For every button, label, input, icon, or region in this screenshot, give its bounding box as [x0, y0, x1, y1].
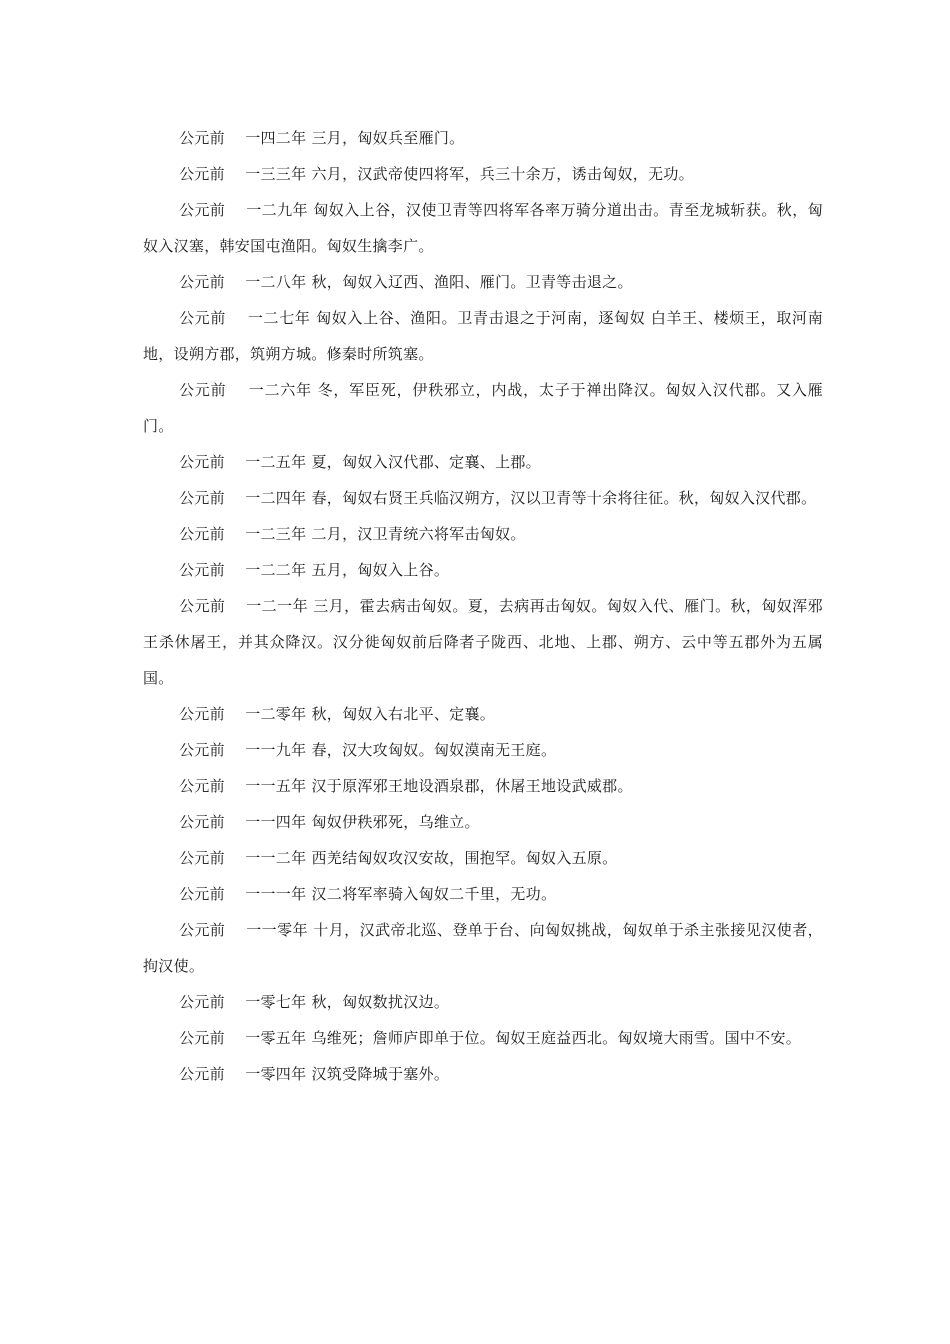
entry-era: 公元前 — [179, 309, 227, 327]
entry-era: 公元前 — [179, 993, 225, 1011]
entry-era: 公元前 — [179, 777, 225, 795]
chronology-entry — [143, 480, 823, 516]
entry-era: 公元前 — [179, 705, 225, 723]
entry-era: 公元前 — [179, 741, 225, 759]
entry-text: 汉于原浑邪王地设酒泉郡，休屠王地设武威郡。 — [311, 777, 633, 795]
entry-text: 六月，汉武帝使四将军，兵三十余万，诱击匈奴，无功。 — [311, 165, 694, 183]
entry-era: 公元前 — [179, 885, 225, 903]
entry-era: 公元前 — [179, 561, 225, 579]
chronology-entry — [143, 444, 823, 480]
chronology-entry — [143, 912, 823, 984]
entry-year: 一一二年 — [245, 849, 307, 867]
entry-text: 秋，匈奴数扰汉边。 — [311, 993, 450, 1011]
entry-era: 公元前 — [179, 1029, 225, 1047]
entry-text: 五月，匈奴入上谷。 — [311, 561, 450, 579]
entry-era: 公元前 — [179, 813, 225, 831]
chronology-entry — [143, 264, 823, 300]
entry-year: 一一五年 — [245, 777, 307, 795]
entry-text: 匈奴入上谷、渔阳。卫青击退之于河南，逐匈奴 白羊王、楼烦王，取河南地，设朔方郡，筑朔方城。修秦时所筑塞。 — [143, 309, 823, 363]
entry-era: 公元前 — [179, 849, 225, 867]
entry-text: 二月，汉卫青统六将军击匈奴。 — [311, 525, 526, 543]
entry-era: 公元前 — [179, 921, 226, 939]
entry-era: 公元前 — [179, 1065, 225, 1083]
entry-era: 公元前 — [179, 381, 227, 399]
chronology-entry — [143, 732, 823, 768]
chronology-entry — [143, 840, 823, 876]
entry-year: 一四二年 — [245, 129, 307, 147]
entry-year: 一二零年 — [245, 705, 307, 723]
entry-era: 公元前 — [179, 489, 225, 507]
chronology-entry — [143, 804, 823, 840]
entry-text: 匈奴入上谷，汉使卫青等四将军各率万骑分道出击。青至龙城斩获。秋，匈奴入汉塞，韩安国屯渔阳。匈奴生擒李广。 — [143, 201, 823, 255]
entry-text: 秋，匈奴入右北平、定襄。 — [311, 705, 496, 723]
entry-year: 一二六年 — [248, 381, 312, 399]
entry-text: 匈奴伊秩邪死，乌维立。 — [311, 813, 480, 831]
entry-year: 一一四年 — [245, 813, 307, 831]
entry-year: 一二五年 — [245, 453, 307, 471]
entry-year: 一零四年 — [245, 1065, 307, 1083]
entry-year: 一一九年 — [245, 741, 307, 759]
entry-era: 公元前 — [179, 597, 226, 615]
entry-year: 一二二年 — [245, 561, 307, 579]
entry-year: 一零七年 — [245, 993, 307, 1011]
entry-text: 乌维死；詹师庐即单于位。匈奴王庭益西北。匈奴境大雨雪。国中不安。 — [311, 1029, 802, 1047]
chronology-entry — [143, 300, 823, 372]
entry-year: 一二八年 — [245, 273, 307, 291]
chronology-entry — [143, 696, 823, 732]
entry-text: 汉筑受降城于塞外。 — [311, 1065, 450, 1083]
entry-text: 三月，霍去病击匈奴。夏，去病再击匈奴。匈奴入代、雁门。秋，匈奴浑邪王杀休屠王，并其众降汉。汉分徙匈奴前后降者子陇西、北地、上郡、朔方、云中等五郡外为五属国。 — [143, 597, 823, 687]
chronology-entry — [143, 120, 823, 156]
entry-text: 春，匈奴右贤王兵临汉朔方，汉以卫青等十余将往征。秋，匈奴入汉代郡。 — [311, 489, 817, 507]
entry-era: 公元前 — [179, 525, 225, 543]
chronology-entry — [143, 156, 823, 192]
entry-text: 三月，匈奴兵至雁门。 — [311, 129, 465, 147]
entry-era: 公元前 — [179, 165, 225, 183]
entry-text: 春，汉大攻匈奴。匈奴漠南无王庭。 — [311, 741, 557, 759]
chronology-entry — [143, 1020, 823, 1056]
chronology-entry — [143, 876, 823, 912]
chronology-entry — [143, 984, 823, 1020]
entry-year: 一二七年 — [247, 309, 311, 327]
entry-year: 一三三年 — [245, 165, 307, 183]
chronology-entry — [143, 768, 823, 804]
chronology-entry — [143, 192, 823, 264]
entry-text: 秋，匈奴入辽西、渔阳、雁门。卫青等击退之。 — [311, 273, 633, 291]
entry-year: 一二九年 — [246, 201, 309, 219]
entry-year: 一一零年 — [246, 921, 309, 939]
chronology-entry — [143, 1056, 823, 1092]
entry-era: 公元前 — [179, 273, 225, 291]
entry-text: 西羌结匈奴攻汉安故，围抱罕。匈奴入五原。 — [311, 849, 618, 867]
entry-text: 夏，匈奴入汉代郡、定襄、上郡。 — [311, 453, 541, 471]
chronology-entry — [143, 372, 823, 444]
chronology-entry — [143, 552, 823, 588]
entry-text: 十月，汉武帝北巡、登单于台、向匈奴挑战，匈奴单于杀主张接见汉使者，拘汉使。 — [143, 921, 823, 975]
entry-era: 公元前 — [179, 201, 226, 219]
entry-year: 一二三年 — [245, 525, 307, 543]
entry-year: 一一一年 — [245, 885, 307, 903]
entry-text: 汉二将军率骑入匈奴二千里，无功。 — [311, 885, 557, 903]
entry-era: 公元前 — [179, 129, 225, 147]
entry-text: 冬，军臣死，伊秩邪立，内战，太子于禅出降汉。匈奴入汉代郡。又入雁门。 — [143, 381, 823, 435]
entry-year: 一二一年 — [246, 597, 309, 615]
chronology-entry — [143, 588, 823, 696]
entry-era: 公元前 — [179, 453, 225, 471]
chronology-text — [143, 120, 823, 1092]
chronology-entry — [143, 516, 823, 552]
entry-year: 一二四年 — [245, 489, 307, 507]
entry-year: 一零五年 — [245, 1029, 307, 1047]
